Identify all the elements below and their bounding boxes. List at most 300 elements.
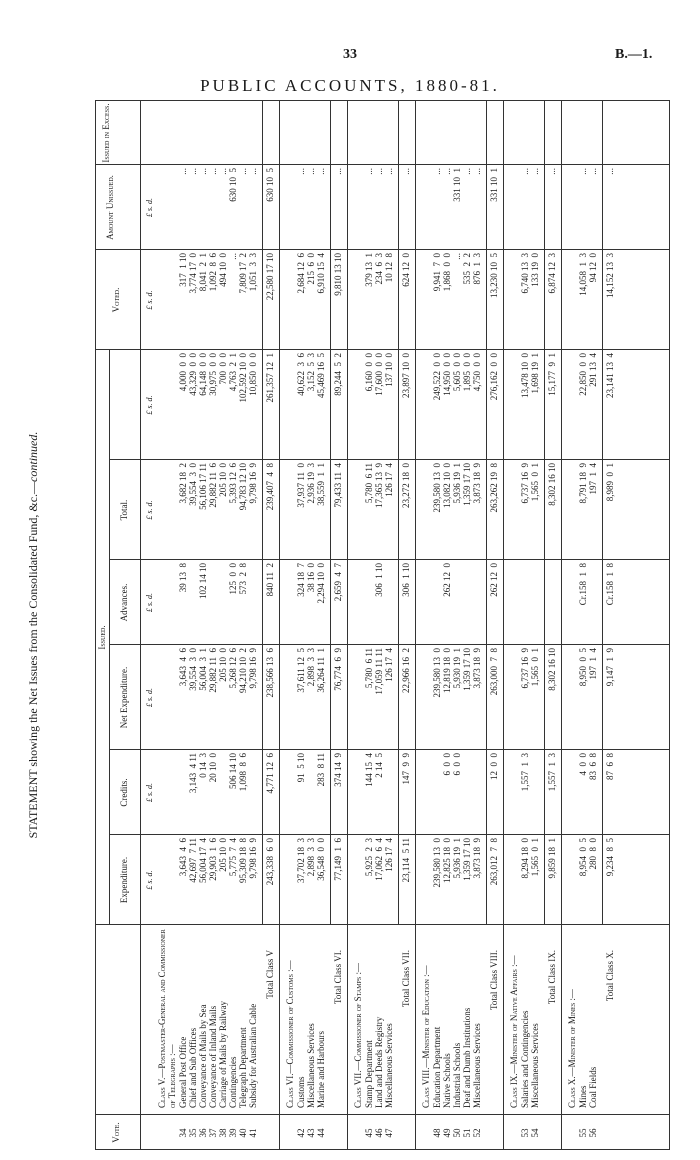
item-description: Miscellaneous Services [306,1023,316,1108]
cell-net-expenditure-total: 9,147 1 9 [605,648,615,687]
header-bottom-rule [140,100,141,1150]
cell-net-expenditure: 126 17 4 [384,648,394,682]
cell-issued-in-excess: ... [462,168,472,175]
cell-voted-total: 23,141 13 4 [605,353,615,398]
cell-total: 205 10 0 [218,463,228,497]
cell-total: 17,365 13 9 [374,463,384,508]
cell-advances: 262 12 0 [442,563,452,597]
cell-voted: 291 13 4 [588,353,598,387]
cell-expenditure: 126 17 4 [384,838,394,872]
cell-net-expenditure-total: 76,774 6 9 [333,648,343,691]
cell-voted: 4,763 2 1 [228,353,238,392]
vote-number: 51 [462,1128,472,1138]
cell-amount-unissued: 876 1 3 [472,253,482,285]
cell-advances: 306 1 10 [374,563,384,597]
cell-voted: 4,750 0 0 [472,353,482,392]
cell-issued-in-excess-total: 630 10 5 [265,168,275,202]
cell-total: 1,565 0 1 [530,463,540,502]
cell-credits-total: 147 9 9 [401,753,411,785]
cell-net-expenditure: 5,780 6 11 [364,648,374,689]
cell-amount-unissued: 215 6 0 [306,253,316,285]
item-description: Miscellaneous Services [530,1023,540,1108]
class-total-label: Total Class VI. [333,950,343,1004]
cell-amount-unissued: 8,041 2 1 [198,253,208,292]
cell-voted: 13,478 10 0 [520,353,530,398]
cell-amount-unissued-total: 22,580 17 10 [265,253,275,301]
vote-number: 38 [218,1128,228,1138]
cell-voted: 64,148 0 0 [198,353,208,396]
table-row [374,100,384,1150]
table-row [472,100,482,1150]
cell-total-total: 263,262 19 8 [489,463,499,513]
table-row [442,100,452,1150]
cell-net-expenditure: 12,819 18 0 [442,648,452,693]
cell-issued-in-excess: ... [588,168,598,175]
currency-units-row [145,100,155,1150]
item-description: Miscellaneous Services [472,1023,482,1108]
cell-credits: 1,098 8 6 [238,753,248,792]
header-voted: Voted. [111,287,121,313]
cell-expenditure-total: 77,149 1 6 [333,838,343,881]
item-description: Marine and Harbours [316,1031,326,1108]
cell-credits: 2 14 5 [374,753,384,778]
currency-unit: £ s. d. [145,870,154,890]
item-description: Conveyance of Inland Mails [208,1005,218,1108]
item-description: Stamp Department [364,1040,374,1108]
cell-issued-in-excess-total: ... [333,168,343,175]
total-rule [330,101,331,925]
cell-credits: 83 6 8 [588,753,598,780]
cell-issued-in-excess-total: ... [401,168,411,175]
vote-number: 55 [578,1128,588,1138]
item-description: Education Department [432,1026,442,1108]
class-separator [347,100,348,1150]
cell-total: 5,780 6 11 [364,463,374,504]
table-row [520,100,530,1150]
cell-amount-unissued: 3,774 17 0 [188,253,198,294]
cell-credits: 6 0 0 [452,753,462,776]
cell-voted: 5,605 0 0 [452,353,462,392]
total-rule [544,101,545,925]
table-row [296,100,306,1150]
table-row [218,100,228,1150]
cell-advances-total: 2,659 4 7 [333,563,343,602]
table-row [432,100,442,1150]
cell-amount-unissued-total: 13,230 10 5 [489,253,499,298]
cell-net-expenditure-total: 22,966 16 2 [401,648,411,693]
item-description: Customs [296,1076,306,1108]
cell-credits: 1,557 1 3 [520,753,530,792]
vote-number: 54 [530,1128,540,1138]
cell-amount-unissued: 535 2 2 [462,253,472,285]
cell-credits-total: 374 14 9 [333,753,343,787]
cell-credits-total: 87 6 8 [605,753,615,780]
cell-expenditure-total: 9,859 18 1 [547,838,557,879]
cell-amount-unissued: 14,058 1 3 [578,253,588,296]
table-row [208,100,218,1150]
statement-text: STATEMENT showing the Net Issues from the Consolidated Fund, &c.— [26,481,40,839]
table-bottom-rule [669,100,670,1150]
cell-expenditure: 280 8 0 [588,838,598,870]
class-separator [503,100,504,1150]
cell-total: 9,798 16 9 [248,463,258,504]
table-row [530,100,540,1150]
cell-net-expenditure: 8,950 0 5 [578,648,588,687]
cell-credits: 4 0 0 [578,753,588,776]
item-description: Deaf and Dumb Institutions [462,1007,472,1108]
cell-credits: 3,143 4 11 [188,753,198,794]
cell-expenditure: 239,580 13 0 [432,838,442,888]
class-total-row [333,100,343,1150]
cell-issued-in-excess: ... [520,168,530,175]
cell-advances: 125 0 0 [228,563,238,595]
cell-voted: 22,850 0 0 [578,353,588,396]
class-title: Class V.—Postmaster-General and Commissioner of Telegraphs :— [157,929,177,1108]
table-row [316,100,326,1150]
cell-expenditure: 42,697 7 11 [188,838,198,883]
document-code: B.—1. [615,47,653,62]
table-row [178,100,188,1150]
table-row [578,100,588,1150]
cell-total: 94,783 12 10 [238,463,248,511]
cell-voted: 3,152 5 3 [306,353,316,392]
vote-number: 44 [316,1128,326,1138]
class-title: Class VI.—Commissioner of Customs :— [285,960,295,1108]
statement-heading [26,130,41,1140]
cell-advances-total: Cr.158 1 8 [605,563,615,606]
cell-issued-in-excess-total: 331 10 1 [489,168,499,202]
currency-unit: £ s. d. [145,395,154,415]
class-title: Class IX.—Minister of Native Affairs :— [509,955,519,1108]
table-row [228,100,238,1150]
cell-amount-unissued-total: 9,810 13 10 [333,253,343,296]
cell-amount-unissued: 494 10 0 [218,253,228,287]
cell-net-expenditure-total: 263,000 7 8 [489,648,499,696]
header-amount-unissued: Amount Unissued. [105,175,115,240]
vote-number: 49 [442,1128,452,1138]
cell-advances: 573 2 8 [238,563,248,595]
total-rule [262,101,263,925]
cell-total: 29,882 11 6 [208,463,218,508]
header-net-expenditure: Net Expenditure. [119,666,129,729]
cell-voted: 1,895 0 0 [462,353,472,392]
cell-amount-unissued: 2,684 12 6 [296,253,306,294]
cell-net-expenditure: 56,004 3 1 [198,648,208,691]
class-total-row [547,100,557,1150]
item-description: Conveyance of Mails by Sea [198,1004,208,1108]
cell-advances-total: 840 11 2 [265,563,275,597]
vote-number: 39 [228,1128,238,1138]
cell-voted: 43,329 0 0 [188,353,198,396]
cell-issued-in-excess: ... [296,168,306,175]
cell-expenditure-total: 9,234 8 5 [605,838,615,877]
cell-advances: 102 14 10 [198,563,208,599]
cell-net-expenditure-total: 238,566 13 6 [265,648,275,698]
cell-total: 3,873 18 9 [472,463,482,504]
cell-credits: 6 0 0 [442,753,452,776]
cell-expenditure: 9,798 16 9 [248,838,258,879]
cell-amount-unissued: 1,092 8 6 [208,253,218,292]
cell-total: 1,359 17 10 [462,463,472,506]
cell-net-expenditure: 1,359 17 10 [462,648,472,691]
cell-expenditure: 1,565 0 1 [530,838,540,877]
cell-credits: 0 14 3 [198,753,208,778]
vote-number: 46 [374,1128,384,1138]
vote-number: 53 [520,1128,530,1138]
cell-credits-total: 4,771 12 6 [265,753,275,794]
cell-expenditure: 5,775 7 4 [228,838,238,877]
header-total: Total. [119,499,129,521]
cell-expenditure: 5,936 19 1 [452,838,462,879]
page-title: PUBLIC ACCOUNTS, 1880-81. [200,76,500,95]
currency-unit: £ s. d. [145,687,154,708]
cell-expenditure: 29,903 1 6 [208,838,218,881]
class-title: Class X.—Minister of Mines :— [567,989,577,1108]
cell-voted: 700 0 0 [218,353,228,385]
table-row [248,100,258,1150]
currency-unit: £ s. d. [145,782,154,803]
cell-credits: 283 8 11 [316,753,326,787]
cell-amount-unissued: 10 12 8 [384,253,394,283]
table-row [238,100,248,1150]
cell-advances-total: 306 1 10 [401,563,411,597]
vote-number: 50 [452,1128,462,1138]
cell-voted-total: 261,357 12 1 [265,353,275,403]
header-issued-in-excess: Issued in Excess. [101,103,111,163]
cell-credits-total: 12 0 0 [489,753,499,780]
item-description: Miscellaneous Services [384,1023,394,1108]
cell-net-expenditure: 36,264 11 1 [316,648,326,693]
cell-total-total: 8,302 16 10 [547,463,557,506]
cell-net-expenditure: 3,643 4 6 [178,648,188,687]
table-row [188,100,198,1150]
total-rule [602,101,603,925]
cell-net-expenditure: 39,554 3 0 [188,648,198,691]
cell-voted: 6,160 0 0 [364,353,374,392]
cell-total-total: 239,407 4 8 [265,463,275,511]
cell-credits: 91 5 10 [296,753,306,783]
vote-number: 34 [178,1128,188,1138]
cell-credits: 506 14 10 [228,753,238,789]
cell-net-expenditure: 239,580 13 0 [432,648,442,698]
cell-advances: 2,294 10 0 [316,563,326,604]
cell-total: 2,936 19 3 [306,463,316,504]
item-description: Land and Deeds Registry [374,1016,384,1108]
cell-voted: 14,950 0 0 [442,353,452,396]
cell-net-expenditure: 1,565 0 1 [530,648,540,687]
cell-amount-unissued: 6,910 15 4 [316,253,326,294]
cell-total: 3,682 18 2 [178,463,188,504]
cell-expenditure-total: 243,338 6 0 [265,838,275,886]
vote-number: 47 [384,1128,394,1138]
cell-voted-total: 276,162 0 0 [489,353,499,401]
cell-voted: 102,592 10 0 [238,353,248,403]
vote-number: 37 [208,1128,218,1138]
cell-voted: 249,522 0 0 [432,353,442,401]
cell-amount-unissued: 234 6 3 [374,253,384,285]
header-credits: Credits. [119,778,129,807]
cell-issued-in-excess: ... [198,168,208,175]
class-total-row [401,100,411,1150]
issued-group-rule [109,350,110,925]
cell-expenditure: 95,309 18 8 [238,838,248,883]
cell-amount-unissued: 1,051 3 3 [248,253,258,292]
cell-expenditure: 12,825 18 0 [442,838,452,883]
total-rule [486,101,487,925]
cell-net-expenditure-total: 8,302 16 10 [547,648,557,691]
class-separator [279,100,280,1150]
cell-voted: 45,469 16 5 [316,353,326,398]
cell-net-expenditure: 5,930 19 1 [452,648,462,689]
item-description: General Post Office [178,1036,188,1108]
table-row [452,100,462,1150]
cell-issued-in-excess: ... [248,168,258,175]
item-description: Subsidy for Australian Cable [248,1003,258,1108]
cell-advances: 39 13 8 [178,563,188,593]
cell-expenditure: 37,702 18 3 [296,838,306,883]
cell-issued-in-excess: ... [442,168,452,175]
class-separator [415,100,416,1150]
page-number: 33 [343,47,357,62]
header-advances: Advances. [119,583,129,622]
cell-amount-unissued: 94 12 0 [588,253,598,283]
cell-amount-unissued: 133 19 0 [530,253,540,287]
vote-number: 56 [588,1128,598,1138]
cell-issued-in-excess-total: ... [547,168,557,175]
vote-number: 45 [364,1128,374,1138]
item-description: Carriage of Mails by Railway [218,1001,228,1108]
cell-total-total: 79,433 11 4 [333,463,343,508]
cell-voted-total: 23,897 10 0 [401,353,411,398]
item-description: Coal Fields [588,1066,598,1108]
cell-expenditure: 8,294 18 0 [520,838,530,879]
currency-unit: £ s. d. [145,592,154,613]
cell-expenditure: 17,062 6 4 [374,838,384,881]
cell-total: 8,791 18 9 [578,463,588,504]
vote-number: 36 [198,1128,208,1138]
item-description: Industrial Schools [452,1042,462,1108]
currency-unit: £ s. d. [145,197,154,218]
cell-voted-total: 89,244 5 2 [333,353,343,396]
cell-amount-unissued: 379 13 1 [364,253,374,287]
table-row [384,100,394,1150]
cell-issued-in-excess: ... [188,168,198,175]
cell-total: 5,936 19 1 [452,463,462,504]
cell-issued-in-excess: ... [472,168,482,175]
statement-continued: continued. [26,431,40,482]
class-total-row [605,100,615,1150]
cell-amount-unissued: ... [452,253,462,260]
item-description: Chief and Sub Offices [188,1027,198,1108]
table-row [462,100,472,1150]
vote-number: 35 [188,1128,198,1138]
cell-issued-in-excess: ... [178,168,188,175]
cell-net-expenditure: 29,882 11 6 [208,648,218,693]
vote-number: 52 [472,1128,482,1138]
item-description: Contingencies [228,1056,238,1108]
vote-number: 42 [296,1128,306,1138]
table-row [306,100,316,1150]
cell-amount-unissued-total: 6,874 12 3 [547,253,557,294]
item-description: Mines [578,1085,588,1108]
cell-net-expenditure: 17,059 11 11 [374,648,384,695]
cell-expenditure: 205 10 0 [218,838,228,872]
cell-credits: 144 15 4 [364,753,374,787]
cell-expenditure: 3,643 4 6 [178,838,188,877]
cell-net-expenditure: 6,737 16 9 [520,648,530,689]
cell-total: 197 1 4 [588,463,598,495]
cell-expenditure: 8,954 0 5 [578,838,588,877]
cell-voted: 30,975 0 0 [208,353,218,396]
cell-expenditure: 2,898 3 3 [306,838,316,877]
class-total-label: Total Class IX. [547,950,557,1005]
cell-issued-in-excess: ... [432,168,442,175]
cell-voted: 17,600 0 0 [374,353,384,396]
cell-expenditure: 36,548 0 0 [316,838,326,881]
cell-amount-unissued: ... [228,253,238,260]
class-total-label: Total Class V [265,950,275,999]
cell-amount-unissued-total: 624 12 0 [401,253,411,287]
cell-expenditure: 3,873 18 9 [472,838,482,879]
header-vote: Vote. [111,1122,121,1143]
cell-advances: 324 18 7 [296,563,306,597]
class-total-row [489,100,499,1150]
header-issued: Issued. [97,625,107,650]
cell-issued-in-excess: ... [364,168,374,175]
cell-total: 56,106 17 11 [198,463,208,510]
cell-issued-in-excess: ... [578,168,588,175]
total-rule [398,101,399,925]
class-total-label: Total Class VII. [401,950,411,1007]
cell-voted: 40,622 3 6 [296,353,306,396]
cell-expenditure: 56,004 17 4 [198,838,208,883]
header-expenditure: Expenditure. [119,856,129,904]
cell-issued-in-excess: ... [238,168,248,175]
cell-issued-in-excess: 630 10 5 [228,168,238,202]
cell-expenditure: 5,925 2 3 [364,838,374,877]
class-title: Class VII.—Commissioner of Stamps :— [353,963,363,1108]
cell-issued-in-excess: 331 10 1 [452,168,462,202]
cell-amount-unissued: 317 1 10 [178,253,188,287]
accounts-table [95,100,670,1150]
table-row [364,100,374,1150]
cell-issued-in-excess: ... [306,168,316,175]
vote-number: 43 [306,1128,316,1138]
cell-total: 5,393 12 6 [228,463,238,504]
cell-advances: 38 16 0 [306,563,316,593]
cell-advances-total: 262 12 0 [489,563,499,597]
cell-issued-in-excess: ... [530,168,540,175]
cell-issued-in-excess: ... [374,168,384,175]
cell-net-expenditure: 37,611 12 5 [296,648,306,693]
item-description: Telegraph Department [238,1027,248,1108]
cell-total: 13,082 10 0 [442,463,452,508]
cell-net-expenditure: 205 10 0 [218,648,228,682]
cell-total: 37,937 11 0 [296,463,306,508]
cell-total: 39,554 3 0 [188,463,198,506]
cell-amount-unissued-total: 14,152 13 3 [605,253,615,298]
cell-expenditure-total: 263,012 7 8 [489,838,499,886]
cell-issued-in-excess-total: ... [605,168,615,175]
cell-total: 38,559 1 1 [316,463,326,506]
cell-amount-unissued: 7,809 17 2 [238,253,248,294]
cell-issued-in-excess: ... [384,168,394,175]
cell-voted: 137 10 0 [384,353,394,387]
cell-net-expenditure: 2,898 3 3 [306,648,316,687]
cell-amount-unissued: 1,868 0 0 [442,253,452,292]
cell-issued-in-excess: ... [218,168,228,175]
cell-total-total: 23,272 18 0 [401,463,411,508]
